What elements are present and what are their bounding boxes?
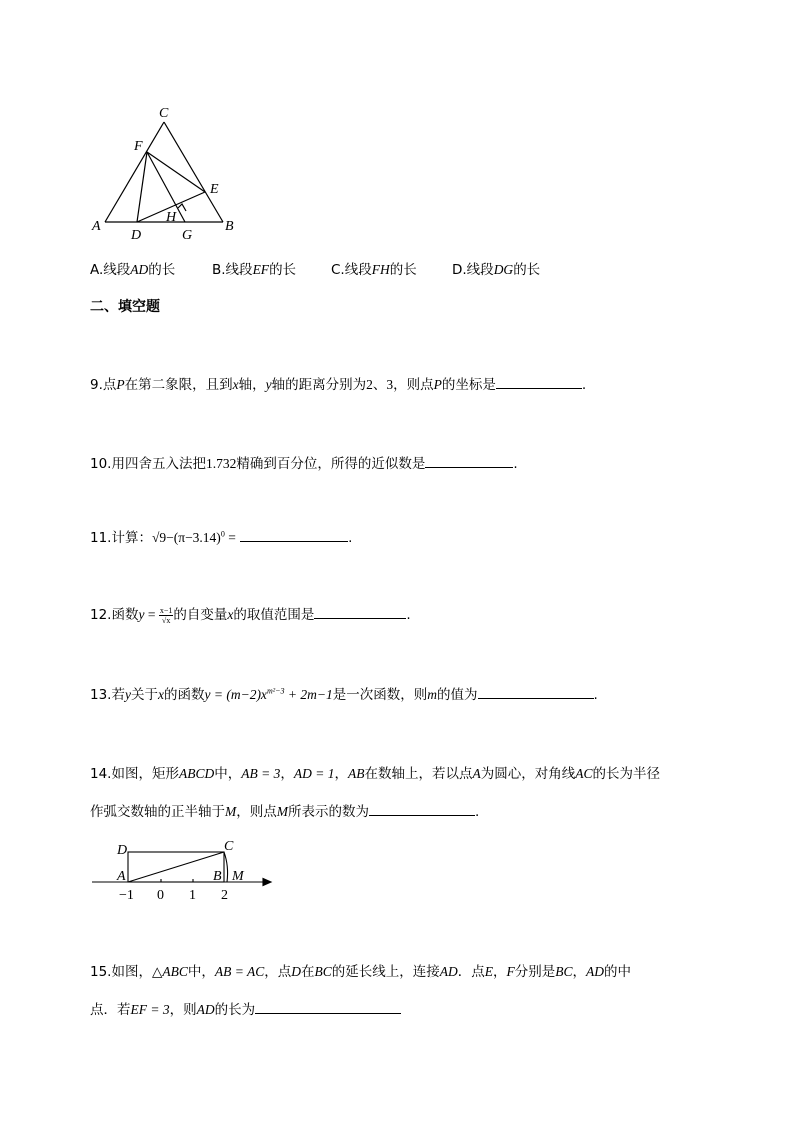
answer-blank-13[interactable] <box>478 684 594 699</box>
text-fragment: 的延长线上，连接 <box>331 964 440 980</box>
label-D: D <box>131 228 142 243</box>
text-fragment: = <box>224 530 236 545</box>
answer-blank-10[interactable] <box>425 453 513 468</box>
text-fragment: AD <box>196 1002 215 1017</box>
text-fragment: x <box>232 377 239 392</box>
answer-blank-14[interactable] <box>369 801 475 816</box>
text-fragment: 的函数 <box>163 687 205 703</box>
text-fragment: y <box>265 377 272 392</box>
text-fragment: 15.如图， <box>90 964 152 980</box>
text-fragment: 12.函数 <box>90 607 139 623</box>
text-fragment: ， <box>572 964 587 980</box>
label-B2: B <box>213 869 222 884</box>
text-fragment: AD <box>586 964 605 979</box>
tick-label-0: 0 <box>157 888 164 903</box>
segment-FE <box>147 152 205 192</box>
question-14-line-2 <box>90 800 479 820</box>
text-fragment: + 2m−1 <box>284 687 333 702</box>
text-fragment: 作弧交数轴的正半轴于 <box>90 804 225 820</box>
label-C2: C <box>224 839 234 854</box>
question-12 <box>90 603 411 625</box>
text-fragment: 的长为半径 <box>592 766 660 782</box>
text-fragment: 14.如图，矩形 <box>90 766 179 782</box>
text-fragment: 的取值范围是 <box>233 607 315 623</box>
text-fragment: 为圆心，对角线 <box>480 766 576 782</box>
label-B: B <box>225 219 234 234</box>
text-fragment: x <box>227 607 234 622</box>
text-fragment: B.线段 <box>212 262 253 278</box>
text-fragment: . <box>593 687 598 703</box>
text-fragment: 的中 <box>604 964 632 980</box>
text-fragment: P <box>116 377 125 392</box>
answer-blank-15[interactable] <box>255 999 401 1014</box>
text-fragment: x <box>157 687 164 702</box>
text-fragment: 所表示的数为 <box>288 804 369 820</box>
text-fragment: M <box>225 804 237 819</box>
label-H: H <box>166 210 177 225</box>
text-fragment: AD <box>439 964 458 979</box>
answer-blank-12[interactable] <box>314 604 406 619</box>
option-d[interactable] <box>452 258 540 278</box>
section-title: 二、填空题 <box>90 299 160 315</box>
diagonal-AC <box>128 852 224 882</box>
answer-blank-9[interactable] <box>496 374 582 389</box>
label-D2: D <box>117 843 128 858</box>
option-a[interactable] <box>90 258 175 278</box>
text-fragment: 在 <box>300 964 315 980</box>
question-15-line-2 <box>90 998 401 1018</box>
tick-label-2: 2 <box>221 888 228 903</box>
text-fragment: 0 <box>220 529 225 539</box>
tick-label-1: 1 <box>189 888 196 903</box>
text-fragment: EF = 3 <box>130 1002 170 1017</box>
text-fragment: . <box>513 456 518 472</box>
text-fragment: y <box>138 607 145 622</box>
text-fragment: m <box>427 687 437 702</box>
text-fragment: ，点 <box>264 964 292 980</box>
text-fragment: . <box>581 377 587 393</box>
question-11 <box>90 526 352 546</box>
text-fragment: BC <box>314 964 332 979</box>
text-fragment: ．点 <box>457 964 485 980</box>
text-fragment: = <box>144 607 159 622</box>
text-fragment: 轴的距离分别为 <box>271 377 367 393</box>
question-15-line-1 <box>90 960 631 980</box>
text-fragment: 的长 <box>148 262 176 278</box>
triangle-figure <box>85 100 255 245</box>
option-c[interactable] <box>331 258 417 278</box>
question-14-line-1 <box>90 762 660 782</box>
label-A: A <box>92 219 101 234</box>
number-line-figure <box>88 836 278 906</box>
text-fragment: . <box>406 607 411 623</box>
axis-arrow <box>263 879 271 886</box>
text-fragment: E <box>484 964 493 979</box>
text-fragment: A <box>472 766 481 781</box>
text-fragment: D <box>291 964 301 979</box>
text-fragment: C.线段 <box>331 262 372 278</box>
text-fragment: 精确到百分位，所得的近似数是 <box>236 456 426 472</box>
text-fragment: √x <box>161 615 171 625</box>
text-fragment: ，则点 <box>393 377 434 393</box>
fraction <box>159 606 174 625</box>
tick-label-neg1: −1 <box>119 888 134 903</box>
question-10 <box>90 452 518 472</box>
text-fragment: A.线段 <box>90 262 131 278</box>
label-G: G <box>182 228 193 243</box>
text-fragment: 点．若 <box>90 1002 131 1018</box>
text-fragment: 13.若 <box>90 687 125 703</box>
text-fragment: ， <box>334 766 348 782</box>
text-fragment: ABCD <box>178 766 215 781</box>
text-fragment: 中， <box>214 766 242 782</box>
text-fragment: D.线段 <box>452 262 494 278</box>
text-fragment: 1.732 <box>205 456 237 471</box>
label-E: E <box>210 182 219 197</box>
segment-FD <box>137 152 147 222</box>
text-fragment: EF <box>252 262 270 277</box>
text-fragment: AC <box>575 766 593 781</box>
text-fragment: . <box>475 804 480 820</box>
text-fragment: 轴， <box>238 377 266 393</box>
text-fragment: ，则点 <box>236 804 277 820</box>
text-fragment: 2、3 <box>366 377 394 392</box>
label-M2: M <box>232 869 244 884</box>
text-fragment: √9−(π−3.14) <box>151 530 221 545</box>
question-13 <box>90 683 598 703</box>
text-fragment: y = (m−2)x <box>204 687 267 702</box>
segment-BC <box>164 122 223 222</box>
text-fragment: AB <box>347 766 365 781</box>
segment-AC <box>105 122 164 222</box>
text-fragment: 关于 <box>130 687 158 703</box>
text-fragment: 的长 <box>389 262 417 278</box>
answer-blank-11[interactable] <box>240 527 348 542</box>
text-fragment: 的长 <box>269 262 297 278</box>
text-fragment: ， <box>493 964 507 980</box>
text-fragment: 的长为 <box>214 1002 256 1018</box>
text-fragment: 的自变量 <box>173 607 228 623</box>
text-fragment: P <box>433 377 442 392</box>
label-A2: A <box>117 869 126 884</box>
text-fragment: M <box>276 804 288 819</box>
option-b[interactable] <box>212 258 296 278</box>
text-fragment: AB = 3 <box>241 766 281 781</box>
text-fragment: m²−3 <box>266 686 285 696</box>
text-fragment: FH <box>371 262 390 277</box>
text-fragment: 9.点 <box>90 377 117 393</box>
text-fragment: 中， <box>187 964 215 980</box>
text-fragment: x−1 <box>159 605 173 615</box>
text-fragment: 分别是 <box>514 964 556 980</box>
text-fragment: y <box>124 687 131 702</box>
text-fragment: ， <box>280 766 294 782</box>
text-fragment: F <box>506 964 515 979</box>
text-fragment: 在第二象限，且到 <box>124 377 233 393</box>
text-fragment: DG <box>493 262 514 277</box>
text-fragment: 的值为 <box>437 687 478 703</box>
right-angle-mark <box>178 204 186 211</box>
text-fragment: △ <box>151 964 163 980</box>
text-fragment: BC <box>555 964 573 979</box>
text-fragment: AB = AC <box>214 964 265 979</box>
text-fragment: ，则 <box>169 1002 197 1018</box>
text-fragment: AD = 1 <box>293 766 335 781</box>
text-fragment: 10.用四舍五入法把 <box>90 456 206 472</box>
text-fragment: . <box>348 530 353 546</box>
label-F: F <box>134 139 143 154</box>
label-C: C <box>159 106 169 121</box>
question-9 <box>90 373 586 393</box>
text-fragment: 是一次函数，则 <box>332 687 428 703</box>
text-fragment: 的坐标是 <box>441 377 496 393</box>
text-fragment: AD <box>130 262 149 277</box>
text-fragment: 11.计算： <box>90 530 152 546</box>
text-fragment: 的长 <box>513 262 541 278</box>
text-fragment: ABC <box>162 964 188 979</box>
text-fragment: 在数轴上，若以点 <box>364 766 473 782</box>
